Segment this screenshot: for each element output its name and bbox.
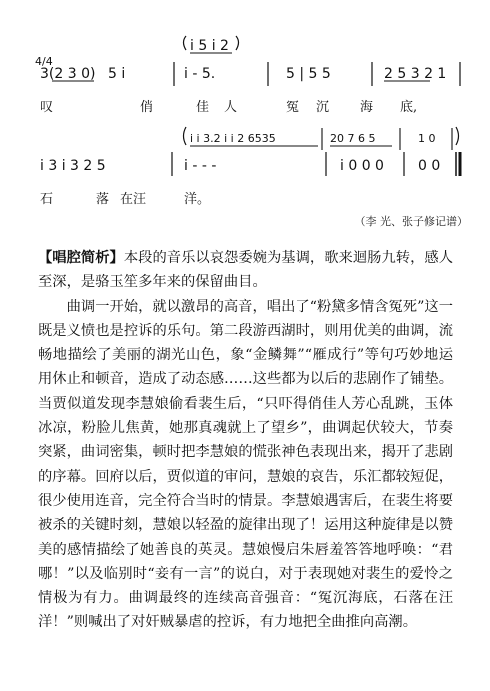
- jianpu-notation: [0, 0, 490, 240]
- paragraph-intro-text: 本段的音乐以哀怨委婉为基调，歌来迴肠九转，感人至深，是骆玉笙多年来的保留曲目。: [38, 250, 454, 291]
- line2-lyric: 洋。: [184, 192, 211, 207]
- score-credit: （李 光、张子修记谱）: [354, 215, 468, 228]
- line2-notes-c: i 0 0 0: [340, 158, 384, 174]
- line2-bracket-a: i i 3.2 i i 2 6535: [190, 132, 276, 145]
- line1-bracket-notes: i 5 i 2: [190, 38, 229, 54]
- line1-lyric: 海: [360, 100, 374, 115]
- line1-notes-a: 3(2 3 0): [40, 66, 96, 82]
- line1-notes-b: 5 i: [108, 66, 126, 82]
- music-score: [0, 0, 490, 240]
- line1-notes-c: i - 5.: [184, 66, 216, 82]
- line2-lyric: 在汪: [120, 192, 147, 207]
- paragraph-intro: [38, 246, 453, 295]
- line1-meter: 4/4: [35, 55, 53, 68]
- line1-lyric: 沉: [316, 100, 330, 115]
- line2-notes-b: i - - -: [184, 158, 217, 174]
- paragraph-analysis: 曲调一开始，就以激昂的高音，唱出了“粉黛多情含冤死”这一既是义愤也是控诉的乐句。第二段游西湖时，则用优美的曲调，流畅地描绘了美丽的湖光山色，象“金鳞舞”“雁成行”等句巧妙地运用休止和顿音，造成了动态感……这些都为以后的悲剧作了铺垫。当贾似道发现李慧娘偷看裴生后，“只吓得俏佳人芳心乱跳，玉体冰凉，粉脸儿焦黄，她那真魂就上了望乡”，曲调起伏较大，节奏突紧，曲词密集，顿时把李慧娘的慌张神色表现出来，揭开了悲剧的序幕。回府以后，贾似道的审问，慧娘的哀告，乐汇都较短促，很少使用连音，完全符合当时的情景。李慧娘遇害后，在裴生将要被杀的关键时刻，慧娘以轻盈的旋律出现了！运用这种旋律是以赞美的感情描绘了她善良的英灵。慧娘慢启朱唇羞答答地呼唤：“君哪！”以及临别时“妾有一言”的说白，对于表现她对裴生的爱怜之情极为有力。曲调最终的连续高音强音：“冤沉海底，石落在汪洋！”则喊出了对奸贼暴虐的控诉，有力地把全曲推向高潮。: [38, 298, 453, 631]
- line2-lyric: 石: [40, 192, 54, 207]
- line1-lyric: 底,: [400, 100, 418, 115]
- line1-lyric: 俏: [140, 100, 154, 115]
- line2-lyric: 落: [96, 192, 110, 207]
- line2-notes-d: 0 0: [418, 158, 441, 174]
- line1-notes-d: 5 | 5 5: [286, 66, 331, 82]
- article-body: [38, 246, 453, 635]
- line1-lyric: 佳: [196, 100, 210, 115]
- line1-notes-e: 2 5 3 2 1: [384, 66, 447, 82]
- line1-lyric: 冤: [286, 100, 300, 115]
- line1-lyric: 叹: [40, 100, 54, 115]
- line2-notes-a: i 3 i 3 2 5: [40, 158, 106, 174]
- line2-bracket-b: 20 7 6 5: [330, 132, 376, 145]
- line2-bracket-c: 1 0: [418, 132, 436, 145]
- line1-lyric: 人: [224, 100, 238, 115]
- section-heading: 【唱腔简析】: [38, 250, 124, 266]
